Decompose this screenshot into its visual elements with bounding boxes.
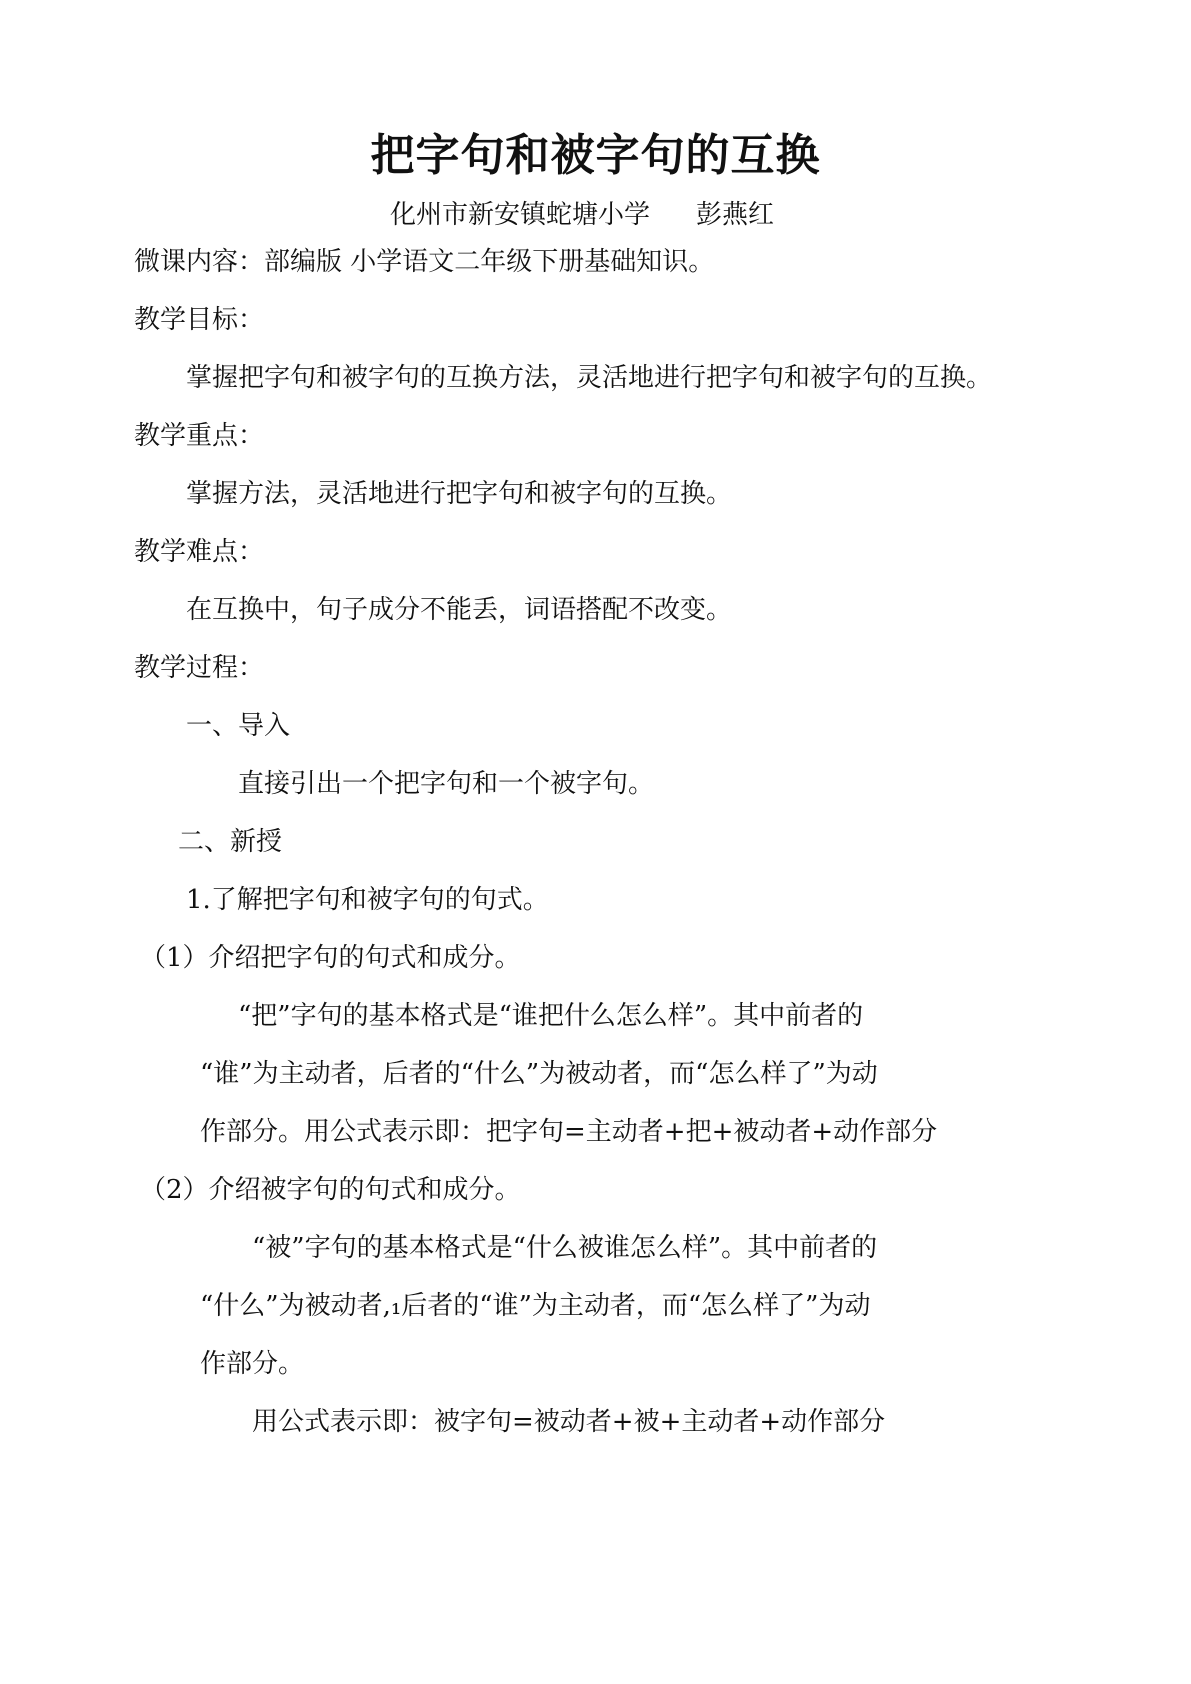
goal-text: 掌握把字句和被字句的互换方法，灵活地进行把字句和被字句的互换。 bbox=[186, 363, 993, 393]
author-line bbox=[390, 198, 774, 232]
sub2-formula: 用公式表示即：被字句=被动者+被+主动者+动作部分 bbox=[252, 1407, 886, 1437]
sub2-line2: “什么”为被动者,₁后者的“谁”为主动者，而“怎么样了”为动 bbox=[200, 1291, 871, 1321]
document-title: 把字句和被字句的互换 bbox=[370, 130, 821, 181]
difficulty-heading: 教学难点： bbox=[134, 537, 265, 567]
step1-heading: 一、导入 bbox=[186, 711, 291, 741]
sub1-line2: “谁”为主动者，后者的“什么”为被动者，而“怎么样了”为动 bbox=[200, 1059, 878, 1089]
sub2-heading: （2）介绍被字句的句式和成分。 bbox=[140, 1175, 521, 1205]
author-name: 彭燕红 bbox=[696, 200, 775, 230]
key-heading: 教学重点： bbox=[134, 421, 265, 451]
content-line: 微课内容：部编版 小学语文二年级下册基础知识。 bbox=[134, 247, 715, 277]
step1-text: 直接引出一个把字句和一个被字句。 bbox=[238, 769, 655, 799]
sub2-line1: “被”字句的基本格式是“什么被谁怎么样”。其中前者的 bbox=[252, 1233, 878, 1263]
step2-heading: 二、新授 bbox=[178, 827, 283, 857]
point1: 1.了解把字句和被字句的句式。 bbox=[186, 885, 549, 915]
goal-heading: 教学目标： bbox=[134, 305, 265, 335]
sub1-line3: 作部分。用公式表示即：把字句=主动者+把+被动者+动作部分 bbox=[200, 1117, 938, 1147]
difficulty-text: 在互换中，句子成分不能丢，词语搭配不改变。 bbox=[186, 595, 733, 625]
author-school: 化州市新安镇蛇塘小学 bbox=[390, 200, 651, 230]
sub2-line3: 作部分。 bbox=[200, 1349, 305, 1379]
sub1-line1: “把”字句的基本格式是“谁把什么怎么样”。其中前者的 bbox=[238, 1001, 864, 1031]
key-text: 掌握方法，灵活地进行把字句和被字句的互换。 bbox=[186, 479, 733, 509]
sub1-heading: （1）介绍把字句的句式和成分。 bbox=[140, 943, 521, 973]
process-heading: 教学过程： bbox=[134, 653, 265, 683]
